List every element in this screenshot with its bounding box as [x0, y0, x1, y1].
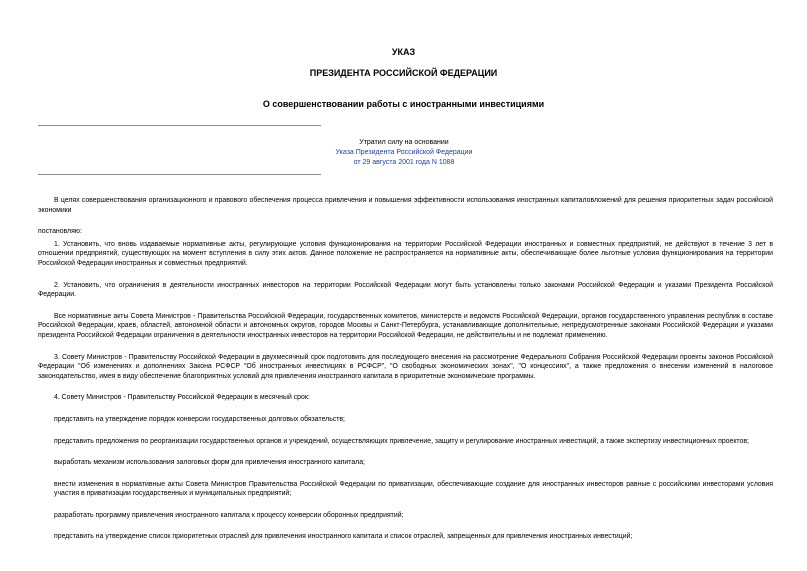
issuer-title: ПРЕЗИДЕНТА РОССИЙСКОЙ ФЕДЕРАЦИИ — [309, 68, 498, 78]
clause-4: 4. Совету Министров - Правительству Российской Федерации в месячный срок: — [54, 394, 310, 402]
document-body — [38, 196, 773, 571]
revocation-link-decree[interactable]: Указа Президента Российской Федерации — [335, 149, 473, 156]
document-type-title: УКАЗ — [391, 47, 416, 57]
revocation-line-1: Утратил силу на основании — [359, 139, 449, 146]
preamble-paragraph: В целях совершенствования организационного и правового обеспечения процесса привлечения и повышения эффективности использования иностранных капиталовложений для решения приоритетных задач российской экономики — [38, 197, 773, 214]
clause-4-item-1: представить на утверждение порядок конверсии государственных долговых обязательств; — [54, 415, 345, 423]
document-subject-title: О совершенствовании работы с иностранными инвестициями — [262, 99, 545, 109]
revocation-note — [300, 138, 508, 168]
top-divider — [38, 125, 321, 126]
clause-3: 3. Совету Министров - Правительству Российской Федерации в двухмесячный срок подготовить для последующего внесения на рассмотрение Федерального Собрания Российской Федерации проекты законов Российской Федерации "Об изменениях и дополнениях Закона РСФСР "Об иностранных инвестициях в РСФСР", "О свободных экономических зонах", "О концессиях", а также предложения о внесении изменений в налоговое законодательство, имея в виду обеспечение благоприятных условий для привлечения иностранного капитала в приоритетные экономические программы. — [38, 353, 773, 380]
clause-4-item-5: разработать программу привлечения иностранного капитала к процессу конверсии оборонных предприятий; — [54, 511, 404, 519]
clause-4-item-4: внести изменения в нормативные акты Совета Министров Правительства Российской Федерации по приватизации, обеспечивающие создание для иностранных инвесторов равные с российскими инвесторами условия участия в приватизации государственных и муниципальных предприятий; — [54, 480, 773, 498]
clause-1: 1. Установить, что вновь издаваемые нормативные акты, регулирующие условия функционирования на территории Российской Федерации иностранных и совместных предприятий, не действуют в течение 3 лет в отношении предприятий, существующих на момент вступления в силу этих актов. Данное положение не распространяется на нормативные акты, обеспечивающие более льготные условия функционирования на территории Российской Федерации иностранных и совместных предприятий. — [38, 240, 773, 267]
clause-4-item-6: представить на утверждение список приоритетных отраслей для привлечения иностранного капитала и список отраслей, запрещенных для привлечения иностранных инвестиций; — [54, 533, 633, 541]
bottom-divider — [38, 174, 321, 175]
clause-2: 2. Установить, что ограничения в деятельности иностранных инвесторов на территории Российской Федерации могут быть установлены только законами Российской Федерации и указами Президента Российской Федерации. — [38, 281, 773, 299]
revocation-link-date[interactable]: от 29 августа 2001 года N 1088 — [353, 159, 455, 166]
clause-4-item-2: представить предложения по реорганизации государственных органов и учреждений, осуществляющих привлечение, защиту и регулирование иностранных инвестиций, а также экспертизу инвестиционных проектов; — [54, 437, 749, 445]
clause-2-continued: Все нормативные акты Совета Министров - Правительства Российской Федерации, государственных комитетов, министерств и ведомств Российской Федерации, органов государственного управления республик в составе Российской Федерации, краев, областей, автономной области и автономных округов, городов Москвы и Санкт-Петербурга, устанавливающие дополнительные, непредусмотренные законами Российской Федерации и указами президента Российской Федерации ограничения в деятельности иностранных инвесторов на территории Российской Федерации, не действительны и не подлежат применению. — [38, 312, 773, 339]
clause-4-item-3: выработать механизм использования залоговых форм для привлечения иностранного капитала; — [54, 459, 365, 467]
decree-word: постановляю: — [38, 228, 82, 236]
